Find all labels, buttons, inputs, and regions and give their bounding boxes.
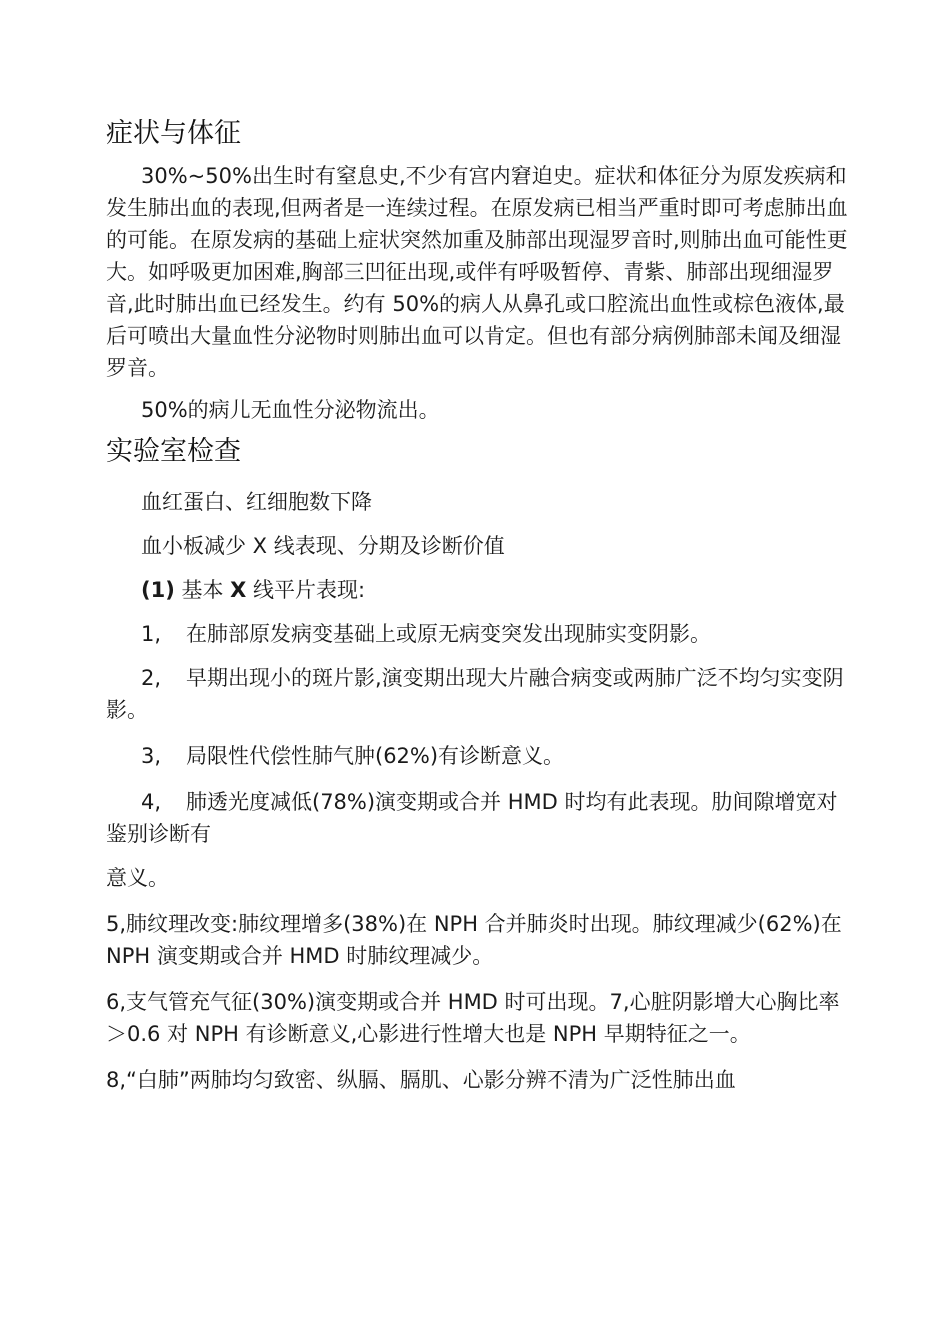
document-body [106, 112, 850, 1096]
numbered-item [106, 662, 850, 726]
continuation-line: 意义。 [106, 866, 169, 890]
xray-subheading-bold: X [230, 578, 247, 602]
section-title-lab-tests: 实验室检查 [106, 436, 241, 467]
item-number: 3, [141, 744, 162, 768]
lab-line-platelets: 血小板减少 X 线表现、分期及诊断价值 [141, 534, 505, 558]
item-text: 肺透光度减低(78%)演变期或合并 HMD 时均有此表现。肋间隙增宽对鉴别诊断有 [106, 790, 838, 846]
xray-subheading-prefix: (1) [141, 578, 175, 602]
numbered-item [106, 786, 850, 850]
item-number: 2, [141, 666, 162, 690]
item-text: 局限性代偿性肺气肿(62%)有诊断意义。 [186, 744, 565, 768]
xray-subheading-pre: 基本 [174, 578, 231, 602]
paragraph-symptoms: 30%~50%出生时有窒息史,不少有宫内窘迫史。症状和体征分为原发疾病和发生肺出血的表现,但两者是一连续过程。在原发病已相当严重时即可考虑肺出血的可能。在原发病的基础上症状突然加重及肺部出现湿罗音时,则肺出血可能性更大。如呼吸更加困难,胸部三凹征出现,或伴有呼吸暂停、青紫、肺部出现细湿罗音,此时肺出血已经发生。约有 50%的病人从鼻孔或口腔流出血性或棕色液体,最后可喷出大量血性分泌物时则肺出血可以肯定。但也有部分病例肺部未闻及细湿罗音。 [106, 164, 848, 380]
item-text: 在肺部原发病变基础上或原无病变突发出现肺实变阴影。 [186, 622, 711, 646]
item-number: 1, [141, 622, 162, 646]
xray-subheading-post: 线平片表现: [246, 578, 366, 602]
paragraph-white-lung: 8,“白肺”两肺均匀致密、纵膈、膈肌、心影分辨不清为广泛性肺出血 [106, 1068, 736, 1092]
xray-subheading [106, 574, 850, 606]
item-number: 4, [141, 790, 162, 814]
paragraph-lung-markings: 5,肺纹理改变:肺纹理增多(38%)在 NPH 合并肺炎时出现。肺纹理减少(62%)在 NPH 演变期或合并 HMD 时肺纹理减少。 [106, 912, 842, 968]
numbered-item [106, 618, 850, 650]
numbered-item [106, 740, 850, 772]
paragraph-air-bronchogram: 6,支气管充气征(30%)演变期或合并 HMD 时可出现。7,心脏阴影增大心胸比率＞0.6 对 NPH 有诊断意义,心影进行性增大也是 NPH 早期特征之一。 [106, 990, 840, 1046]
paragraph-no-bloody-secretion: 50%的病儿无血性分泌物流出。 [141, 398, 440, 422]
lab-line-hemoglobin: 血红蛋白、红细胞数下降 [141, 490, 372, 514]
section-title-symptoms: 症状与体征 [106, 118, 241, 149]
item-text: 早期出现小的斑片影,演变期出现大片融合病变或两肺广泛不均匀实变阴影。 [106, 666, 844, 722]
